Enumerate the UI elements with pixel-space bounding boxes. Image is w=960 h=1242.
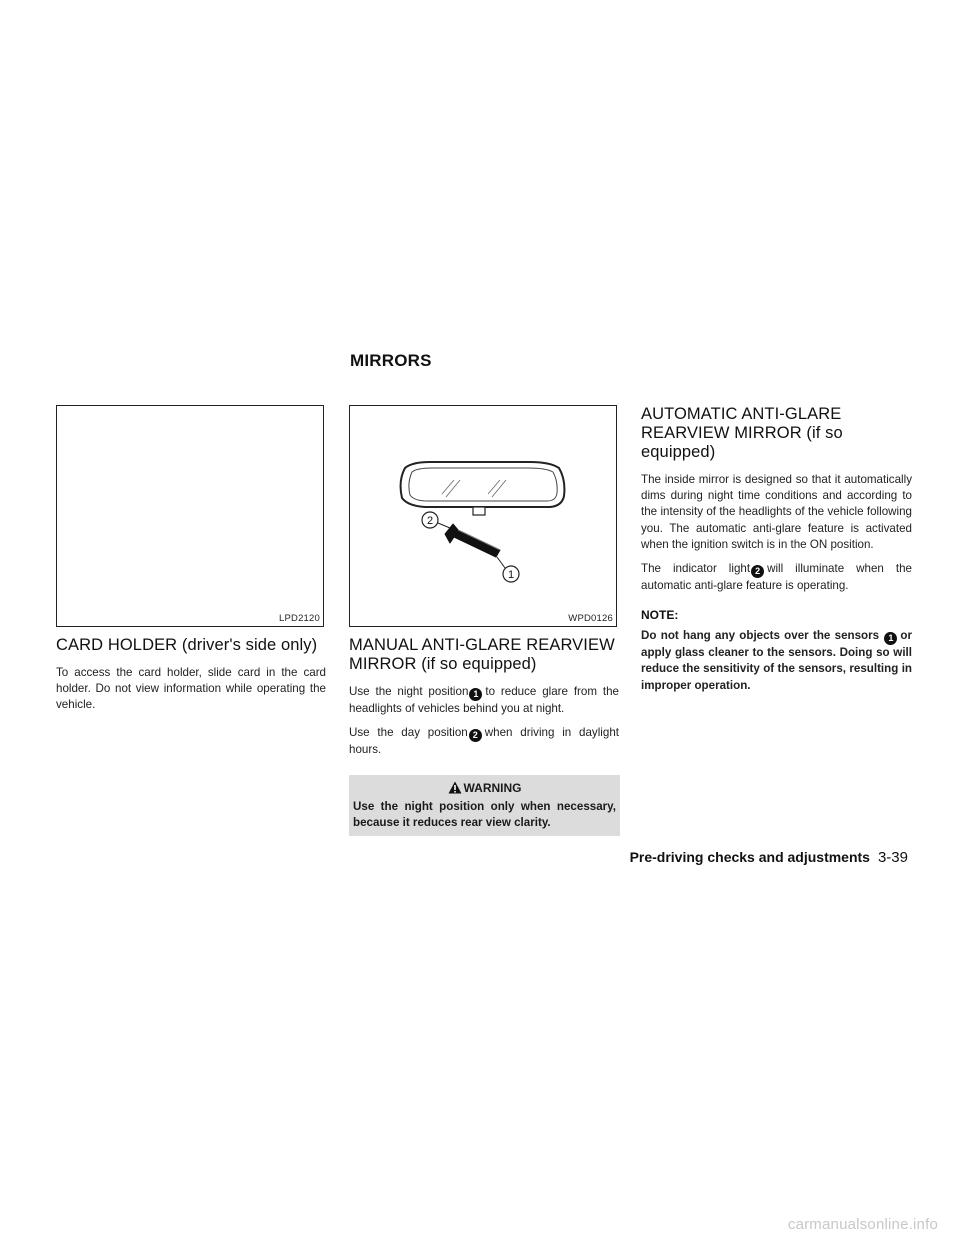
callout-1: 1 [507, 569, 515, 581]
warning-box [349, 775, 620, 836]
auto-mirror-title: AUTOMATIC ANTI-GLARE REARVIEW MIRROR (if so equipped) [641, 405, 843, 461]
note-text: Do not hang any objects over the sensors 1 or apply glass cleaner to the sensors. Doing so will reduce the sensitivity of the sensors, resulting in improper operation. [641, 629, 912, 692]
page-number: 3-39 [877, 849, 908, 866]
manual-mirror-para2: Use the day position 2 when driving in daylight hours. [349, 726, 619, 757]
auto-mirror-para2: The indicator light 2 will illuminate when the automatic anti-glare feature is operating. [641, 562, 912, 593]
manual-mirror-title: MANUAL ANTI-GLARE REARVIEW MIRROR (if so equipped) [349, 636, 615, 673]
card-holder-title: CARD HOLDER (driver's side only) [56, 636, 318, 654]
warning-icon [448, 781, 462, 794]
rearview-mirror-illustration [350, 406, 618, 628]
warning-header [353, 781, 616, 795]
column-card-holder [56, 405, 326, 714]
figure-card-holder [56, 405, 324, 627]
manual-mirror-para1: Use the night position 1 to reduce glare from the headlights of vehicles behind you at night. [349, 685, 619, 715]
callout-number-1: 1 [469, 688, 482, 701]
page-footer [630, 849, 908, 866]
column-auto-mirror [641, 405, 912, 694]
section-heading: MIRRORS [350, 351, 432, 370]
callout-2: 2 [426, 515, 434, 527]
callout-number-2: 2 [751, 565, 764, 578]
warning-label: WARNING [463, 781, 522, 796]
callout-number-1: 1 [884, 632, 897, 645]
warning-text: Use the night position only when necessary, because it reduces rear view clarity. [353, 800, 616, 829]
footer-chapter: Pre-driving checks and adjustments [629, 849, 870, 865]
figure-rearview-mirror [349, 405, 617, 627]
card-holder-body: To access the card holder, slide card in the card holder. Do not view information while operating the vehicle. [56, 666, 326, 712]
column-manual-mirror [349, 405, 619, 836]
figure-code: WPD0126 [568, 613, 613, 624]
figure-code: LPD2120 [278, 613, 320, 624]
callout-number-2: 2 [469, 729, 482, 742]
note-label: NOTE: [641, 608, 679, 623]
watermark: carmanualsonline.info [787, 1216, 938, 1233]
auto-mirror-para1: The inside mirror is designed so that it automatically dims during night time conditions and according to the intensity of the headlights of the vehicle following you. The automatic anti-glare feature is activated when the ignition switch is in the ON position. [641, 473, 912, 551]
